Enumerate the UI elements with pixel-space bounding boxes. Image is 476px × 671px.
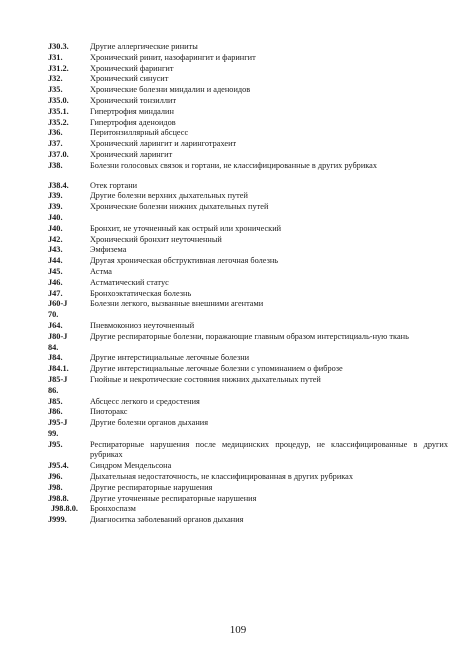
icd-code: J60-J 70. [48, 299, 68, 320]
icd-description: Астматический статус [90, 277, 169, 287]
icd-description: Астма [90, 266, 112, 276]
list-item [48, 96, 448, 107]
icd-code: J36. [48, 128, 63, 138]
icd-code: J31. [48, 52, 63, 62]
icd-description: Бронхоэктатическая болезнь [90, 288, 192, 298]
icd-code: J38.4. [48, 180, 69, 190]
list-item [48, 150, 448, 161]
icd-description: Отек гортани [90, 180, 138, 190]
icd-code: J95. [48, 439, 63, 449]
icd-description: Гипертрофия аденоидов [90, 117, 176, 127]
icd-code: J42. [48, 234, 63, 244]
icd-code: J80-J 84. [48, 331, 68, 352]
icd-description: Гипертрофия миндалин [90, 106, 174, 116]
icd-description: Хронический синусит [90, 74, 169, 84]
icd-description: Другая хроническая обструктивная легочная болезнь [90, 256, 279, 266]
icd-description: Бронхоспазм [90, 504, 136, 514]
list-item [48, 74, 448, 85]
list-item [48, 64, 448, 75]
icd-code-list [48, 42, 448, 526]
icd-description: Хронические болезни нижних дыхательных путей [90, 202, 269, 212]
icd-code: J31.2. [48, 63, 69, 73]
list-item [48, 515, 448, 526]
list-item [48, 85, 448, 96]
icd-code: J46. [48, 277, 63, 287]
icd-description: Другие болезни органов дыхания [90, 418, 209, 428]
icd-description: Респираторные нарушения после медицинских процедур, не классифицированные в других рубриках [90, 439, 448, 460]
icd-code: J45. [48, 266, 63, 276]
icd-code: J30.3. [48, 42, 69, 51]
list-item [48, 256, 448, 267]
icd-description: Перитонзиллярный абсцесс [90, 128, 189, 138]
list-item [48, 289, 448, 300]
icd-description: Пиоторакс [90, 407, 128, 417]
icd-code: J39. J40. [48, 202, 63, 222]
icd-code: J39. [48, 191, 63, 201]
list-item [48, 107, 448, 118]
icd-description: Другие аллергические риниты [90, 42, 198, 51]
list-item [48, 245, 448, 256]
icd-code: J37. [48, 139, 63, 149]
list-item [48, 364, 448, 375]
list-item [48, 504, 448, 515]
icd-description: Хронический бронхит неуточненный [90, 234, 222, 244]
icd-description: Другие уточненные респираторные нарушения [90, 493, 257, 503]
list-item [48, 267, 448, 278]
list-item [48, 278, 448, 289]
icd-code: J43. [48, 245, 63, 255]
icd-description: Диагноситка заболеваний органов дыхания [90, 515, 244, 525]
list-item [48, 321, 448, 332]
icd-description: Эмфизема [90, 245, 127, 255]
list-item [48, 53, 448, 64]
list-item [48, 42, 448, 53]
icd-code: J35.2. [48, 117, 69, 127]
list-item [48, 224, 448, 235]
list-item [48, 440, 448, 462]
icd-description: Хронический фарингит [90, 63, 174, 73]
icd-description: Хронический ринит, назофарингит и фарингит [90, 52, 256, 62]
icd-code: J84. [48, 353, 63, 363]
list-item [48, 483, 448, 494]
icd-code: J95-J 99. [48, 418, 68, 438]
icd-code: J38. [48, 160, 63, 170]
page-number: 109 [229, 624, 247, 636]
list-item [48, 139, 448, 150]
icd-description: Хронический ларингит [90, 149, 173, 159]
icd-description: Болезни легкого, вызванные внешними агентами [90, 299, 264, 309]
icd-code: J35.0. [48, 95, 69, 105]
list-item [48, 407, 448, 418]
list-item [48, 375, 448, 397]
icd-description: Другие интерстициальные легочные болезни [90, 353, 250, 363]
icd-description: Дыхательная недостаточность, не классифицированная в других рубриках [90, 472, 353, 482]
list-item [48, 118, 448, 129]
list-item [48, 472, 448, 483]
icd-code: J95.4. [48, 461, 69, 471]
icd-code: J96. [48, 472, 63, 482]
list-item [48, 202, 448, 224]
icd-code: J44. [48, 256, 63, 266]
icd-code: J85-J 86. [48, 374, 68, 395]
icd-code: J98.8.0. [51, 504, 78, 514]
icd-description: Другие респираторные болезни, поражающие главным образом интерстициаль-ную ткань [90, 331, 409, 341]
icd-code: J40. [48, 223, 63, 233]
list-item [48, 161, 448, 172]
icd-description: Другие интерстициальные легочные болезни с упоминанием о фиброзе [90, 364, 343, 374]
icd-description: Болезни голосовых связок и гортани, не классифицированные в других рубриках [90, 160, 378, 170]
list-item [48, 181, 448, 192]
list-item [48, 299, 448, 321]
list-item [48, 332, 448, 354]
icd-description: Синдром Мендельсона [90, 461, 172, 471]
icd-description: Гнойные и некротические состояния нижних дыхательных путей [90, 374, 321, 384]
icd-description: Хронический тонзиллит [90, 95, 177, 105]
icd-description: Пневмокониоз неуточненный [90, 320, 195, 330]
icd-code: J98. [48, 482, 63, 492]
icd-description: Хронические болезни миндалин и аденоидов [90, 85, 251, 95]
list-item [48, 191, 448, 202]
list-item [48, 494, 448, 505]
list-item [48, 353, 448, 364]
icd-description: Другие респираторные нарушения [90, 482, 213, 492]
icd-description: Абсцесс легкого и средостения [90, 396, 200, 406]
icd-description: Другие болезни верхних дыхательных путей [90, 191, 248, 201]
icd-description: Хронический ларингит и ларинготрахеит [90, 139, 237, 149]
icd-code: J98.8. [48, 493, 69, 503]
list-item [48, 128, 448, 139]
list-item [48, 418, 448, 440]
icd-code: J86. [48, 407, 63, 417]
list-item [48, 461, 448, 472]
list-item [48, 397, 448, 408]
icd-code: J999. [48, 515, 67, 525]
icd-code: J37.0. [48, 149, 69, 159]
icd-code: J64. [48, 320, 63, 330]
icd-code: J85. [48, 396, 63, 406]
list-item [48, 235, 448, 246]
icd-code: J32. [48, 74, 63, 84]
icd-code: J35.1. [48, 106, 69, 116]
icd-code: J84.1. [48, 364, 69, 374]
icd-description: Бронхит, не уточненный как острый или хронический [90, 223, 282, 233]
icd-code: J35. [48, 85, 63, 95]
icd-code: J47. [48, 288, 63, 298]
